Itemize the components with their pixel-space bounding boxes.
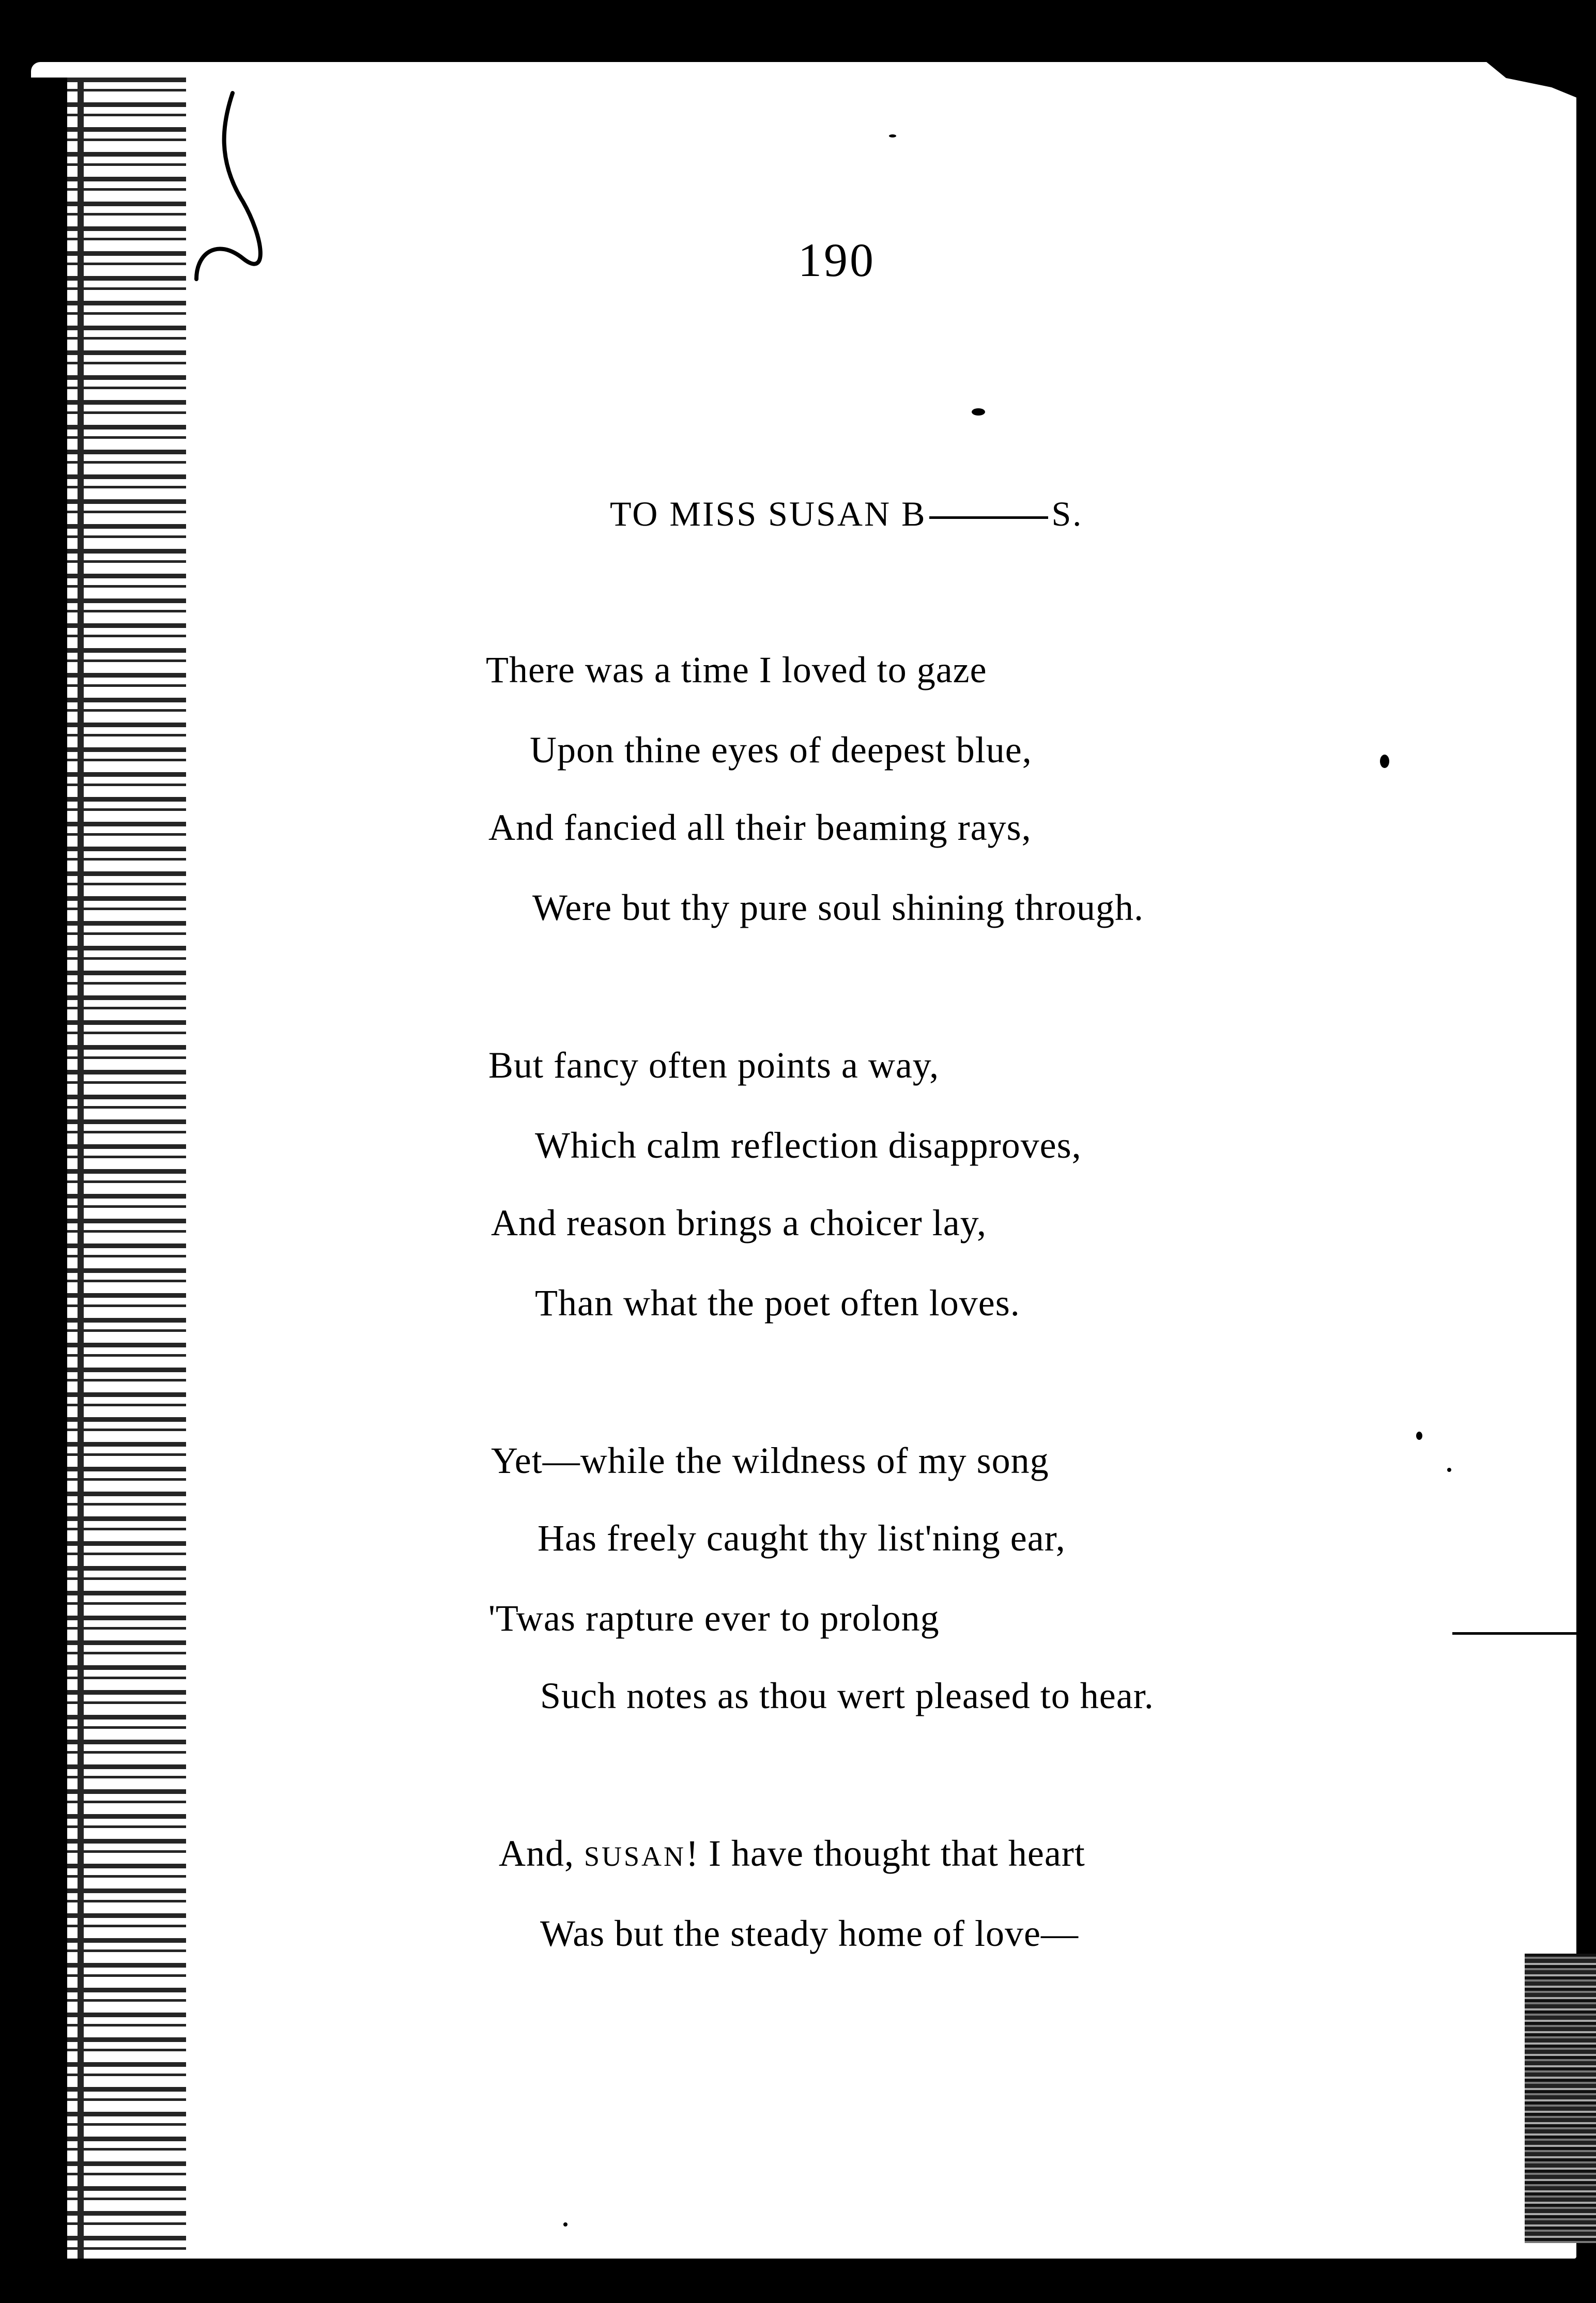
ink-speck bbox=[972, 408, 985, 416]
page-number: 190 bbox=[798, 234, 876, 286]
poem-line-part: And, bbox=[499, 1833, 574, 1874]
poem-name-small-caps: SUSAN bbox=[584, 1841, 686, 1872]
ink-speck bbox=[889, 134, 896, 137]
poem-line bbox=[499, 1832, 1085, 1875]
binding-edge bbox=[0, 78, 186, 2269]
ink-speck bbox=[563, 2222, 567, 2227]
poem-title-main: TO MISS SUSAN B bbox=[610, 494, 927, 533]
poem-line: Such notes as thou wert pleased to hear. bbox=[540, 1675, 1154, 1716]
edge-smudge bbox=[1525, 1954, 1596, 2243]
poem-line: And fancied all their beaming rays, bbox=[488, 807, 1032, 848]
margin-rule bbox=[1452, 1632, 1576, 1635]
ink-speck bbox=[1416, 1432, 1422, 1440]
poem-title-end: S. bbox=[1051, 494, 1083, 533]
poem-line: Which calm reflection disapproves, bbox=[535, 1125, 1082, 1166]
title-dash bbox=[929, 516, 1048, 519]
ink-speck bbox=[1380, 755, 1389, 768]
bottom-edge-ragged bbox=[155, 2271, 1596, 2276]
ink-speck bbox=[1447, 1468, 1451, 1472]
poem-title bbox=[610, 494, 1083, 534]
poem-line: Than what the poet often loves. bbox=[535, 1282, 1020, 1324]
poem-line: Yet—while the wildness of my song bbox=[491, 1440, 1049, 1481]
poem-line: And reason brings a choicer lay, bbox=[491, 1202, 987, 1243]
poem-line: Upon thine eyes of deepest blue, bbox=[530, 729, 1032, 771]
poem-line: Were but thy pure soul shining through. bbox=[532, 887, 1144, 928]
poem-line: But fancy often points a way, bbox=[488, 1045, 940, 1086]
bottom-edge bbox=[155, 2261, 1596, 2268]
poem-line: There was a time I loved to gaze bbox=[486, 649, 987, 690]
poem-line-part: ! I have thought that heart bbox=[686, 1833, 1085, 1874]
poem-line: Has freely caught thy list'ning ear, bbox=[538, 1517, 1066, 1559]
poem-line: 'Twas rapture ever to prolong bbox=[488, 1598, 940, 1639]
poem-line: Was but the steady home of love— bbox=[540, 1913, 1079, 1954]
